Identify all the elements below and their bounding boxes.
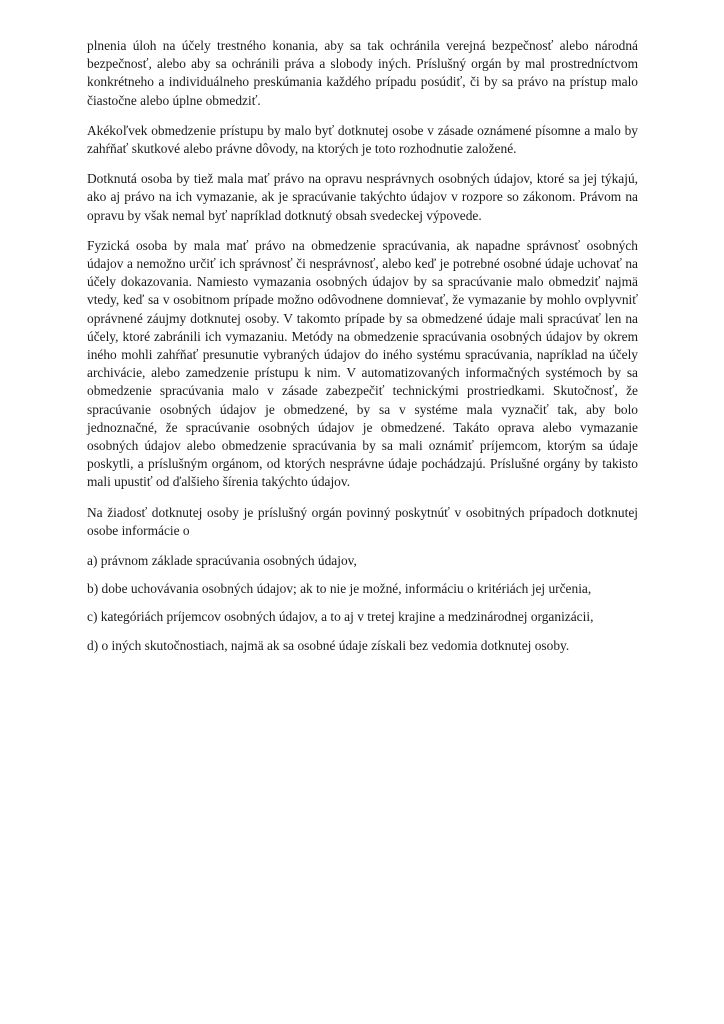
list-item-recipient-categories: c) kategóriách príjemcov osobných údajov, a to aj v tretej krajine a medzinárodnej organizácii, xyxy=(87,609,594,625)
paragraph-access-restriction-continued: plnenia úloh na účely trestného konania, aby sa tak ochránila verejná bezpečnosť alebo národná bezpečnosť, alebo aby sa ochránili práva a slobody iných. Príslušný orgán by mal prostredníctvom konkrétneho a individuálneho preskúmania každého prípadu posúdiť, či by sa právo na prístup malo čiastočne alebo úplne obmedziť. xyxy=(87,38,638,108)
paragraph-information-request: Na žiadosť dotknutej osoby je príslušný orgán povinný poskytnúť v osobitných prípadoch dotknutej osobe informácie o xyxy=(87,504,638,538)
list-item-legal-basis: a) právnom základe spracúvania osobných údajov, xyxy=(87,553,357,569)
list-item-retention-period: b) dobe uchovávania osobných údajov; ak to nie je možné, informáciu o kritériách jej určenia, xyxy=(87,581,592,597)
paragraph-restriction-of-processing: Fyzická osoba by mala mať právo na obmedzenie spracúvania, ak napadne správnosť osobných údajov a nemožno určiť ich správnosť či nesprávnosť, alebo keď je potrebné osobné údaje uchovať na účely dokazovania. Namiesto vymazania osobných údajov by sa spracúvanie malo obmedziť najmä vtedy, keď sa v osobitnom prípade možno odôvodnene domnievať, že vymazanie by mohlo ovplyvniť oprávnené záujmy dotknutej osoby. V takomto prípade by sa obmedzené údaje mali spracúvať len na účely, ktoré zabránili ich vymazaniu. Metódy na obmedzenie spracúvania osobných údajov by okrem iného mohli zahŕňať presunutie vybraných údajov do iného systému spracúvania, napríklad na účely archivácie, alebo zamedzenie prístupu k nim. V automatizovaných informačných systémoch by sa obmedzenie spracúvania malo v zásade zabezpečiť technickými prostriedkami. Skutočnosť, že spracúvanie osobných údajov je obmedzené, by sa v systéme mala vyznačiť tak, aby bolo jednoznačné, že spracúvanie osobných údajov je obmedzené. Takáto oprava alebo vymazanie osobných údajov alebo obmedzenie spracúvania by sa mali oznámiť príjemcom, ktorým sa údaje poskytli, a príslušným orgánom, od ktorých nesprávne údaje pochádzajú. Príslušné orgány by takisto mali upustiť od ďalšieho šírenia takýchto údajov. xyxy=(87,237,638,490)
paragraph-right-to-rectification: Dotknutá osoba by tiež mala mať právo na opravu nesprávnych osobných údajov, ktoré sa jej týkajú, ako aj právo na ich vymazanie, ak je spracúvanie takýchto údajov v rozpore so zákonom. Právom na opravu by však nemal byť napríklad dotknutý obsah svedeckej výpovede. xyxy=(87,171,638,223)
paragraph-restriction-notice: Akékoľvek obmedzenie prístupu by malo byť dotknutej osobe v zásade oznámené písomne a malo by zahŕňať skutkové alebo právne dôvody, na ktorých je toto rozhodnutie založené. xyxy=(87,122,638,157)
document-page xyxy=(87,37,638,665)
list-item-other-circumstances: d) o iných skutočnostiach, najmä ak sa osobné údaje získali bez vedomia dotknutej osoby. xyxy=(87,637,570,653)
